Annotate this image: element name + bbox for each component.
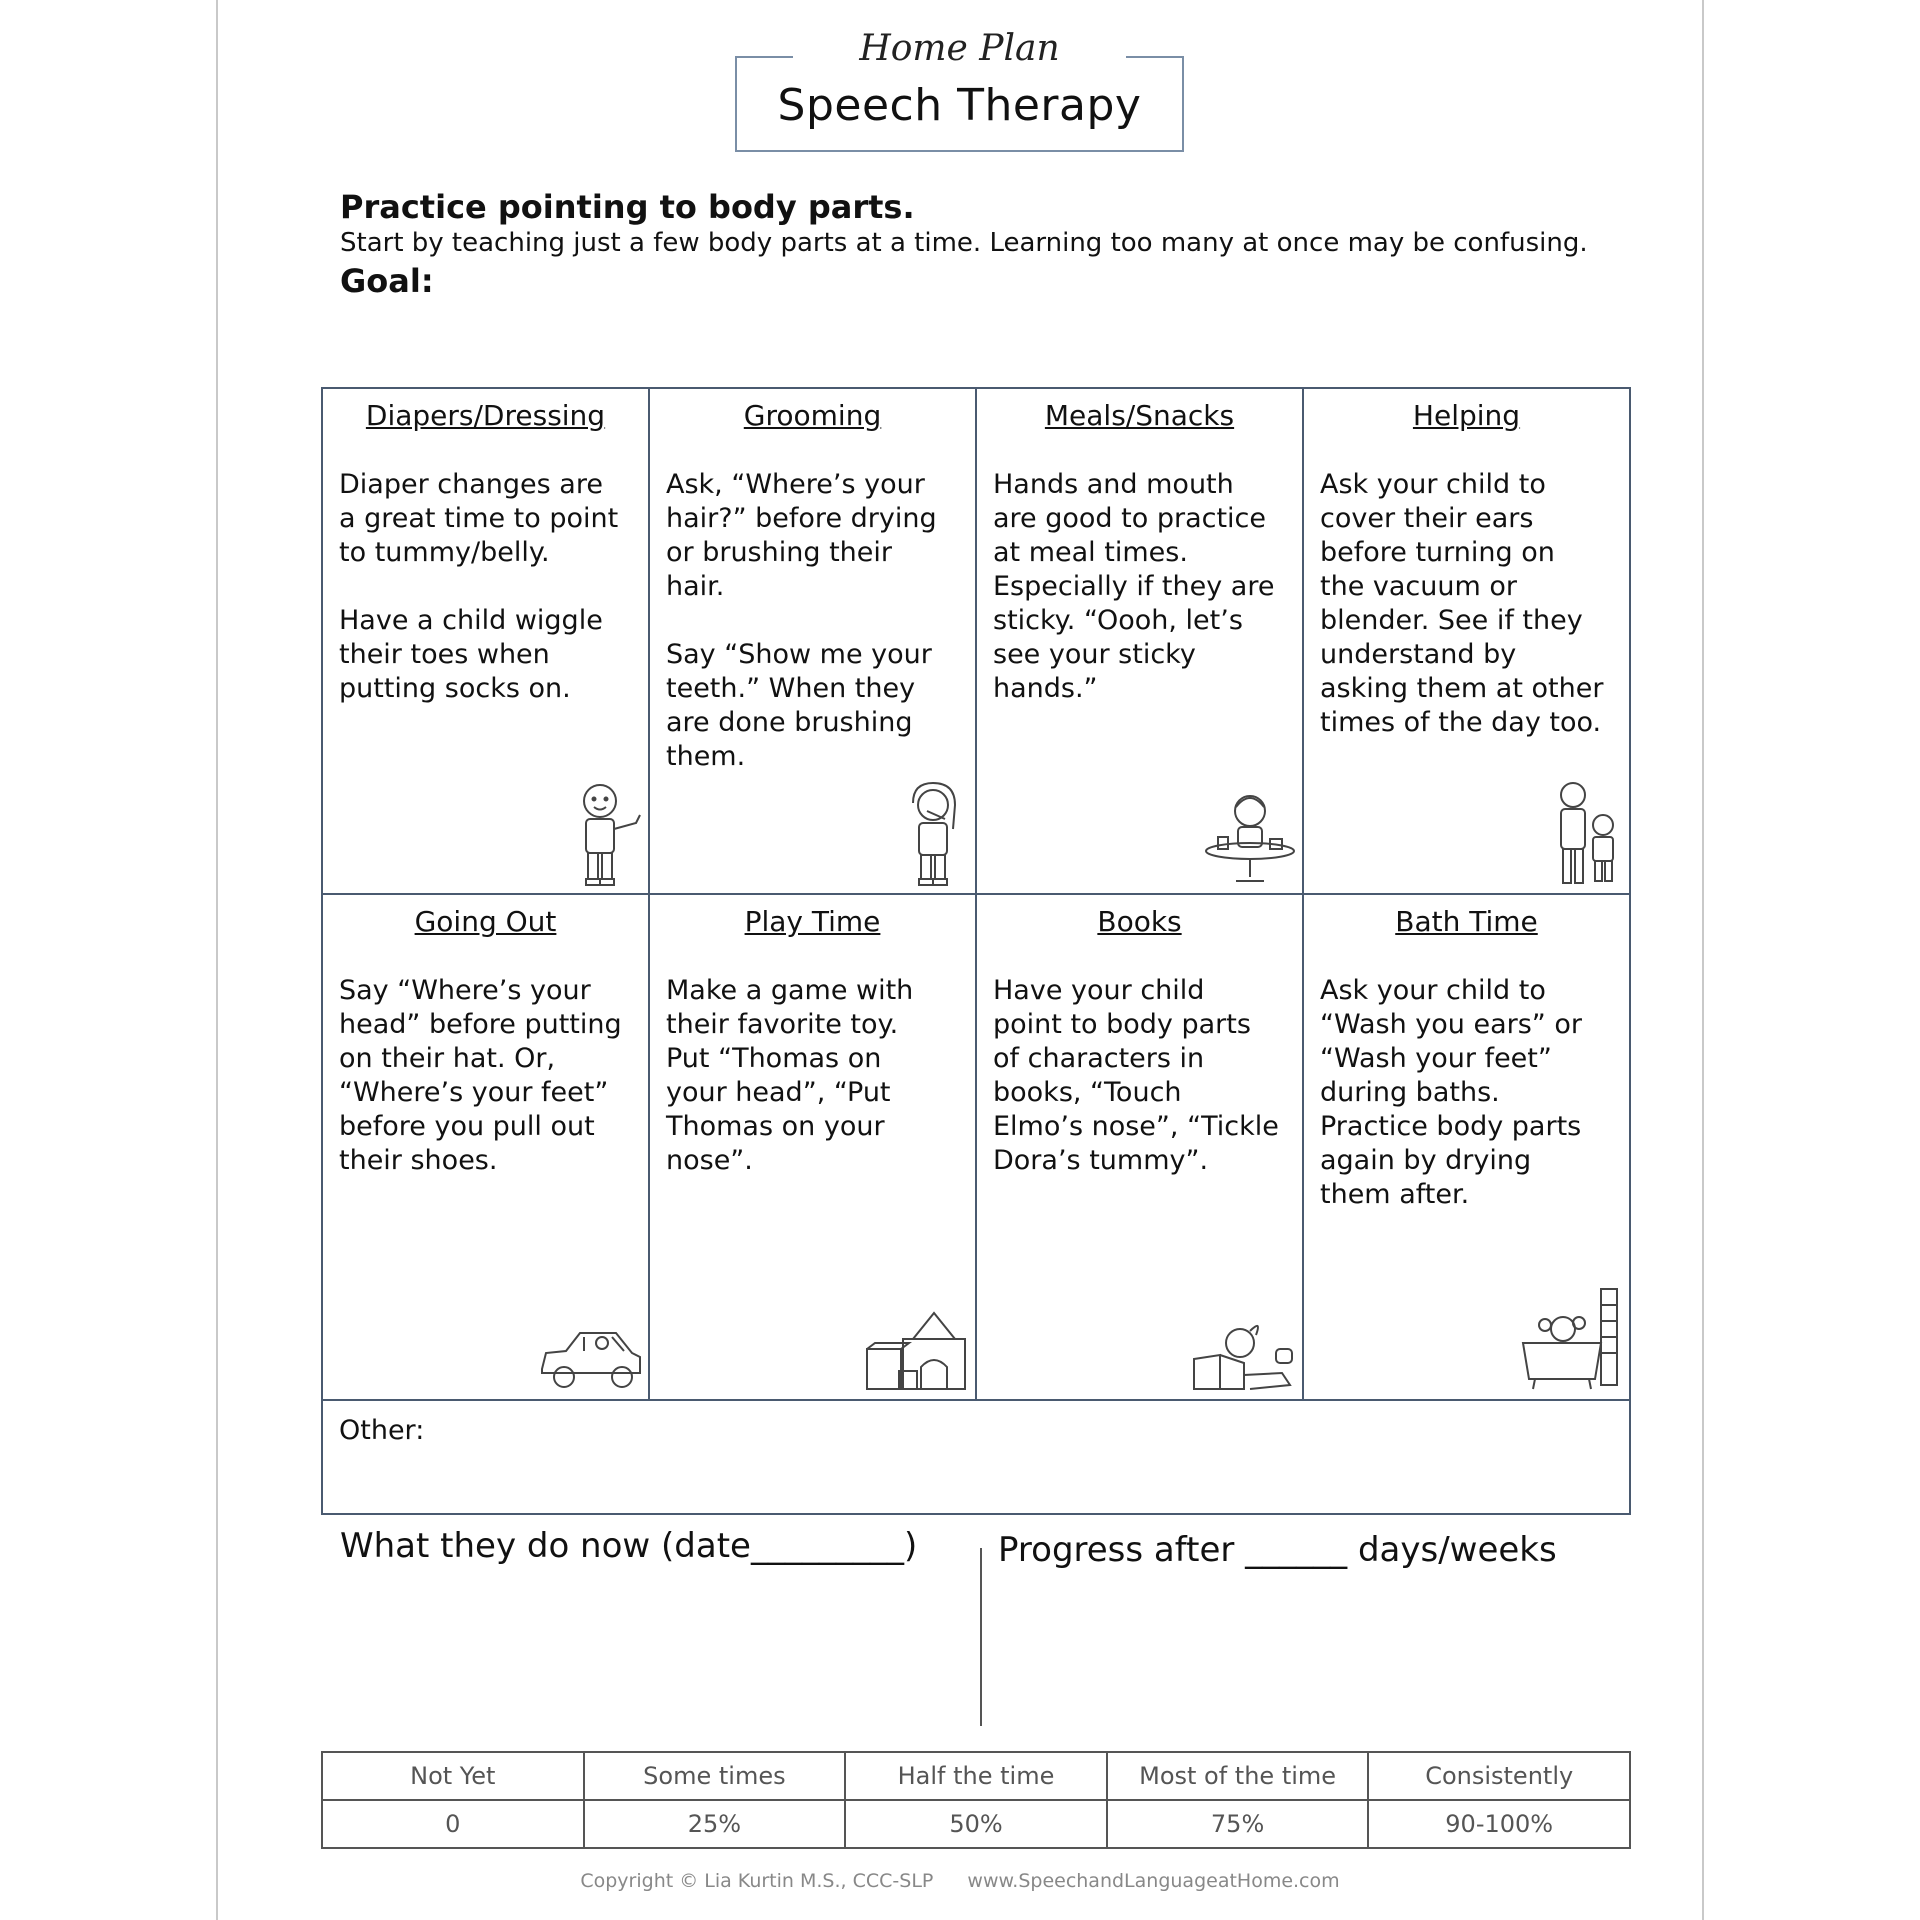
activity-text: Hands and mouth are good to practice at meal times. Especially if they are sticky. “Oooh, let’s see your sticky hands.” bbox=[993, 469, 1275, 704]
activity-grid bbox=[321, 387, 1631, 1515]
activity-row bbox=[322, 894, 1630, 1400]
scale-value: 90-100% bbox=[1368, 1800, 1630, 1848]
page-title: Speech Therapy bbox=[777, 80, 1142, 131]
activity-title: Bath Time bbox=[1395, 905, 1538, 938]
other-label: Other: bbox=[339, 1415, 425, 1446]
goal-label: Goal: bbox=[340, 262, 434, 300]
activity-text: Ask your child to cover their ears before turning on the vacuum or blender. See if they understand by asking them at other times of the day too. bbox=[1320, 469, 1604, 738]
scale-value: 25% bbox=[584, 1800, 846, 1848]
activity-cell-helping bbox=[1303, 388, 1630, 894]
activity-title: Going Out bbox=[414, 905, 557, 938]
intro-text: Start by teaching just a few body parts at a time. Learning too many at once may be confusing. bbox=[340, 228, 1588, 258]
tracking-divider bbox=[980, 1548, 982, 1726]
activity-text: Ask, “Where’s your hair?” before drying or brushing their hair. Say “Show me your teeth.” When they are done brushing them. bbox=[666, 469, 937, 772]
page-left-edge bbox=[216, 0, 218, 1920]
activity-cell-going-out bbox=[322, 894, 649, 1400]
child-reading-icon bbox=[1190, 1315, 1300, 1395]
header-subtitle: Home Plan bbox=[859, 28, 1060, 69]
scale-label: Consistently bbox=[1368, 1752, 1630, 1800]
activity-cell-books bbox=[976, 894, 1303, 1400]
activity-text: Diaper changes are a great time to point to tummy/belly. Have a child wiggle their toes when putting socks on. bbox=[339, 469, 619, 704]
toy-blocks-icon bbox=[863, 1309, 973, 1395]
other-row bbox=[322, 1400, 1630, 1514]
scale-label: Not Yet bbox=[322, 1752, 584, 1800]
activity-text: Make a game with their favorite toy. Put “Thomas on your head”, “Put Thomas on your nose”. bbox=[666, 975, 914, 1176]
activity-cell-meals-snacks bbox=[976, 388, 1303, 894]
activity-text: Have your child point to body parts of characters in books, “Touch Elmo’s nose”, “Tickle Dora’s tummy”. bbox=[993, 975, 1279, 1176]
activity-title: Grooming bbox=[743, 399, 882, 432]
child-dressing-icon bbox=[566, 779, 646, 889]
activity-title: Books bbox=[1097, 905, 1182, 938]
car-icon bbox=[536, 1325, 646, 1395]
scale-value: 0 bbox=[322, 1800, 584, 1848]
scale-label: Some times bbox=[584, 1752, 846, 1800]
child-brushing-teeth-icon bbox=[893, 779, 973, 889]
activity-row bbox=[322, 388, 1630, 894]
activity-title: Helping bbox=[1412, 399, 1521, 432]
parent-and-child-icon bbox=[1547, 779, 1627, 889]
activity-cell-diapers-dressing bbox=[322, 388, 649, 894]
activity-cell-play-time bbox=[649, 894, 976, 1400]
footer bbox=[0, 1870, 1920, 1892]
current-status-label: What they do now (date_________) bbox=[340, 1526, 918, 1566]
page-right-edge bbox=[1702, 0, 1704, 1920]
activity-cell-bath-time bbox=[1303, 894, 1630, 1400]
child-eating-icon bbox=[1200, 789, 1300, 889]
activity-cell-grooming bbox=[649, 388, 976, 894]
scale-value: 50% bbox=[845, 1800, 1107, 1848]
scale-label: Most of the time bbox=[1107, 1752, 1369, 1800]
website-link[interactable]: www.SpeechandLanguageatHome.com bbox=[967, 1870, 1340, 1892]
progress-label: Progress after ______ days/weeks bbox=[998, 1530, 1557, 1570]
frequency-scale bbox=[321, 1751, 1631, 1849]
child-bathtub-icon bbox=[1517, 1285, 1627, 1395]
scale-values-row bbox=[322, 1800, 1630, 1848]
copyright-text: Copyright © Lia Kurtin M.S., CCC-SLP bbox=[580, 1870, 934, 1892]
section-heading: Practice pointing to body parts. bbox=[340, 188, 915, 226]
activity-title: Play Time bbox=[744, 905, 881, 938]
activity-text: Ask your child to “Wash you ears” or “Wash your feet” during baths. Practice body parts again by drying them after. bbox=[1320, 975, 1582, 1210]
activity-text: Say “Where’s your head” before putting on their hat. Or, “Where’s your feet” before you pull out their shoes. bbox=[339, 975, 622, 1176]
scale-value: 75% bbox=[1107, 1800, 1369, 1848]
activity-title: Diapers/Dressing bbox=[365, 399, 606, 432]
activity-title: Meals/Snacks bbox=[1044, 399, 1235, 432]
other-cell bbox=[322, 1400, 1630, 1514]
scale-labels-row bbox=[322, 1752, 1630, 1800]
scale-label: Half the time bbox=[845, 1752, 1107, 1800]
